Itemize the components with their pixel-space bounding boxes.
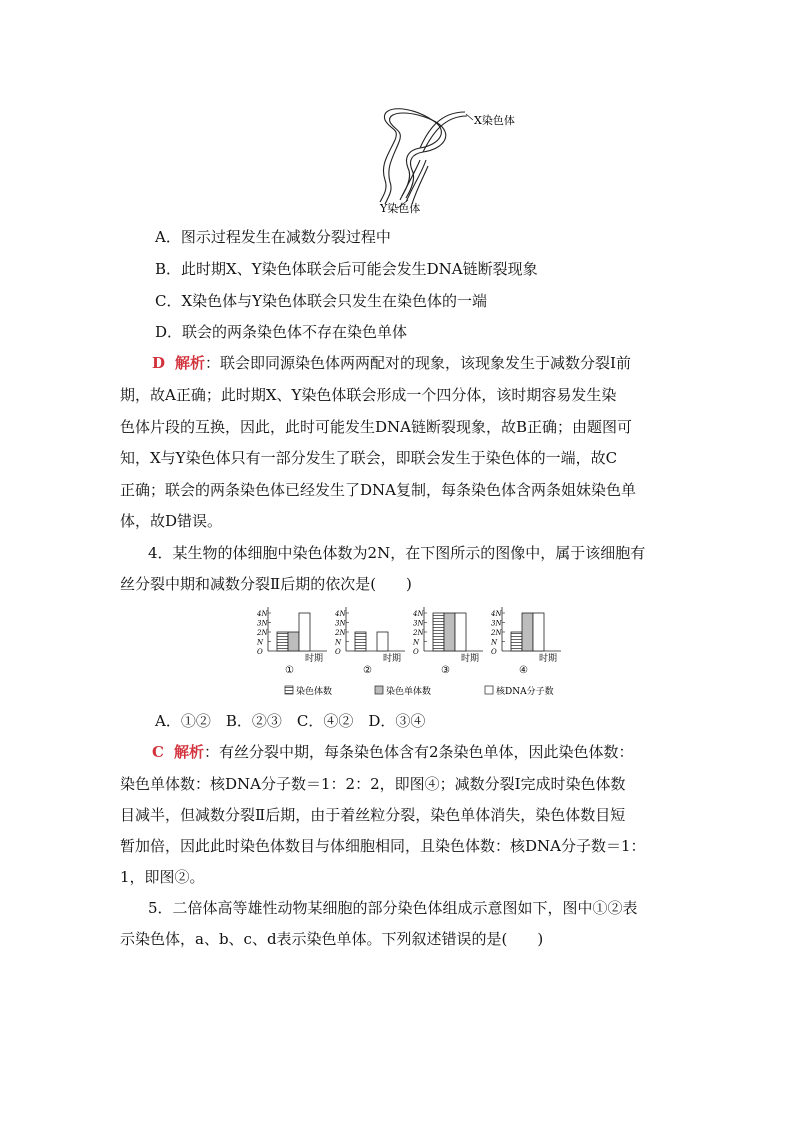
legend-label: 染色单体数 (386, 687, 432, 697)
legend-label: 核DNA分子数 (496, 687, 554, 697)
bar-1 (511, 632, 522, 651)
y-tick-label: 4N (491, 610, 502, 618)
bar-3 (455, 613, 466, 651)
panel-label: ③ (441, 665, 450, 676)
y-tick-label: O (491, 648, 497, 656)
y-tick-label: 3N (413, 619, 424, 628)
bar-2 (288, 632, 299, 651)
q4-analysis-line-2: 染色单体数：核DNA分子数＝1：2：2，即图④；减数分裂Ⅰ完成时染色体数 (120, 775, 626, 793)
y-tick-label: N (257, 638, 264, 647)
legend-swatch (285, 686, 293, 694)
q4-analysis-line-3: 目减半，但减数分裂Ⅱ后期，由于着丝粒分裂，染色单体消失，染色体数目短 (120, 806, 626, 824)
bar-3 (533, 613, 544, 651)
q4-stem-line-1: 4．某生物的体细胞中染色体数为2N，在下图所示的图像中，属于该细胞有 (148, 544, 646, 562)
q4-answer: C (152, 743, 164, 761)
q3-answer: D (152, 354, 166, 372)
q5-stem-line-2: 示染色体，a、b、c、d表示染色单体。下列叙述错误的是( ) (120, 930, 544, 948)
bar-3 (377, 632, 388, 651)
y-chromosome-label: Y染色体 (380, 202, 421, 215)
q4-stem-line-2: 丝分裂中期和减数分裂Ⅱ后期的依次是( ) (120, 575, 412, 593)
x-axis-label: 时期 (383, 654, 402, 664)
q4-options: A．①② B．②③ C．④② D．③④ (155, 712, 426, 730)
bar-2 (444, 613, 455, 651)
q3-analysis-label: 解析 (175, 354, 206, 372)
y-tick-label: 3N (491, 619, 502, 628)
y-tick-label: 4N (257, 610, 268, 618)
y-tick-label: 2N (491, 629, 502, 637)
q3-analysis-line-4: 知，X与Y染色体只有一部分发生了联会，即联会发生于染色体的一端，故C (120, 449, 618, 467)
bar-1 (355, 632, 366, 651)
q3-option-b: B．此时期X、Y染色体联会后可能会发生DNA链断裂现象 (155, 260, 538, 278)
q3-analysis-line-2: 期，故A正确；此时期X、Y染色体联会形成一个四分体，该时期容易发生染 (120, 386, 617, 404)
x-chromosome-label: X染色体 (474, 114, 515, 127)
panel-label: ② (363, 665, 372, 676)
legend-swatch (485, 686, 493, 694)
q3-option-d: D．联会的两条染色体不存在染色单体 (155, 323, 408, 341)
y-tick-label: O (335, 648, 341, 656)
panel-label: ④ (519, 665, 528, 676)
y-tick-label: 2N (257, 629, 268, 637)
q3-analysis-line-1: D 解析：联会即同源染色体两两配对的现象，该现象发生于减数分裂Ⅰ前 (152, 354, 631, 372)
bar-2 (522, 613, 533, 651)
q3-option-a: A．图示过程发生在减数分裂过程中 (155, 228, 391, 246)
q4-bar-chart (255, 605, 575, 701)
bar-1 (433, 613, 444, 651)
q3-analysis-line-6: 体，故D错误。 (120, 512, 223, 530)
legend-label: 染色体数 (296, 687, 333, 697)
x-axis-label: 时期 (461, 654, 480, 664)
q3-analysis-line-5: 正确；联会的两条染色体已经发生了DNA复制，每条染色体含两条姐妹染色单 (120, 481, 636, 499)
q4-analysis-line-4: 暂加倍，因此此时染色体数目与体细胞相同，且染色体数：核DNA分子数＝1： (120, 837, 646, 855)
y-tick-label: O (257, 648, 263, 656)
q4-analysis-label: 解析 (173, 743, 204, 761)
y-tick-label: N (413, 638, 420, 647)
q3-analysis-line-3: 色体片段的互换，因此，此时可能发生DNA链断裂现象，故B正确；由题图可 (120, 418, 633, 436)
q5-stem-line-1: 5．二倍体高等雄性动物某细胞的部分染色体组成示意图如下，图中①②表 (148, 899, 638, 917)
y-tick-label: 4N (335, 610, 346, 618)
y-tick-label: N (491, 638, 498, 647)
y-tick-label: 3N (257, 619, 268, 628)
q4-analysis-line-1: C 解析：有丝分裂中期，每条染色体含有2条染色单体，因此染色体数： (152, 743, 634, 761)
bar-1 (277, 632, 288, 651)
y-tick-label: 2N (335, 629, 346, 637)
xy-chromosome-figure (360, 100, 515, 218)
q4-analysis-line-5: 1，即图②。 (120, 868, 205, 886)
y-tick-label: N (335, 638, 342, 647)
x-axis-label: 时期 (539, 654, 558, 664)
x-axis-label: 时期 (305, 654, 324, 664)
y-tick-label: 3N (335, 619, 346, 628)
q3-option-c: C．X染色体与Y染色体联会只发生在染色体的一端 (155, 292, 488, 310)
y-tick-label: 2N (413, 629, 424, 637)
bar-3 (299, 613, 310, 651)
y-tick-label: 4N (413, 610, 424, 618)
y-tick-label: O (413, 648, 419, 656)
legend-swatch (375, 686, 383, 694)
panel-label: ① (285, 665, 294, 676)
